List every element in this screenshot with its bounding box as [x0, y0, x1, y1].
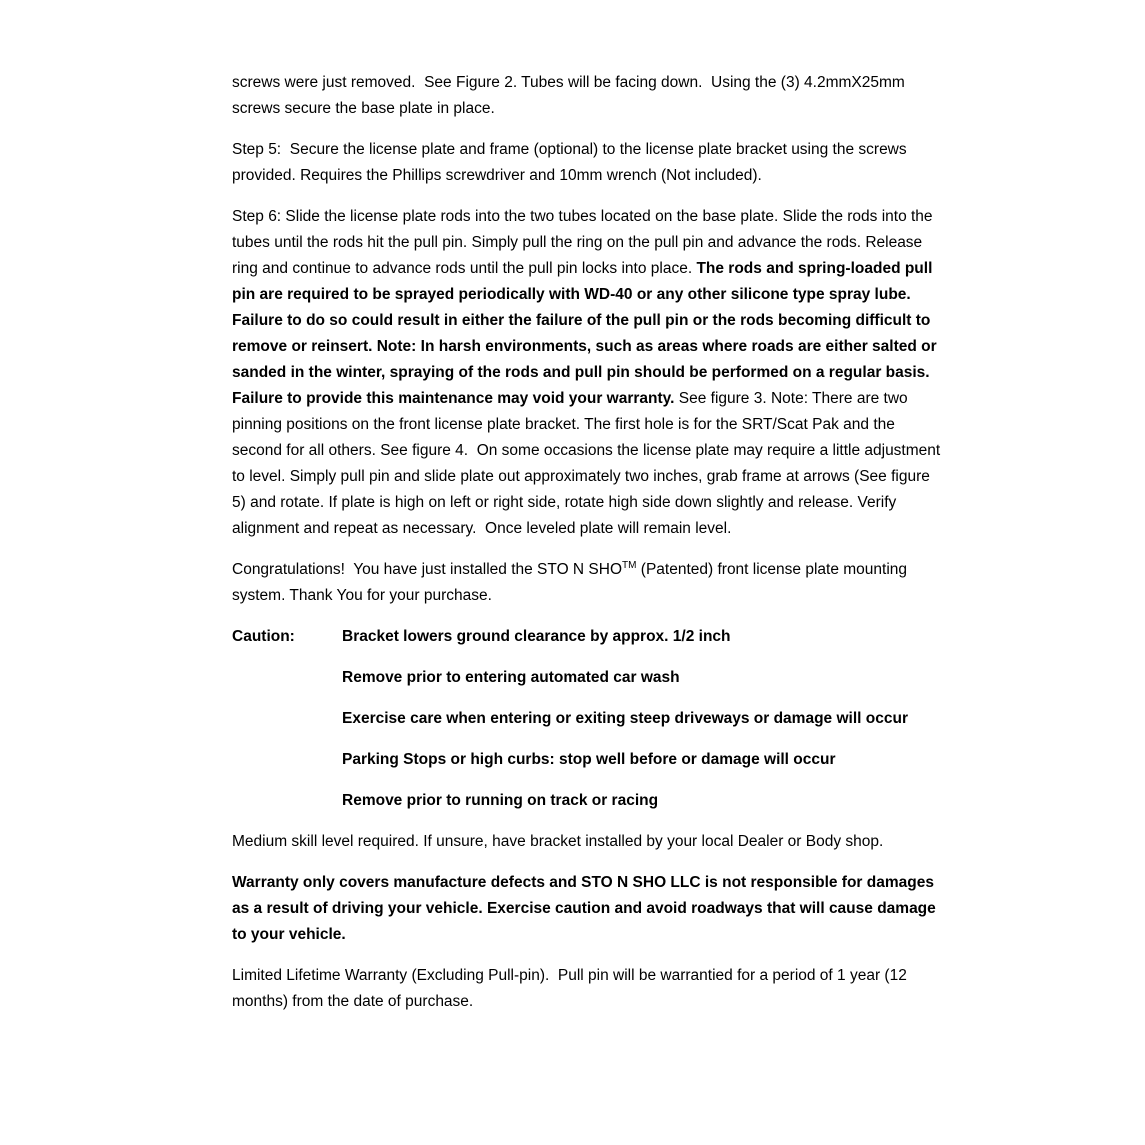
- paragraph-caution-row: [232, 624, 946, 650]
- caution-item-parking-stops: [342, 747, 946, 773]
- step5-text: Step 5: Secure the license plate and frame (optional) to the license plate bracket using the screws provided. Requires the Phillips screwdriver and 10mm wrench (Not included).: [232, 141, 911, 184]
- caution-item-ground-clearance: Bracket lowers ground clearance by approx. 1/2 inch: [342, 628, 731, 645]
- congratulations-text-1: Congratulations! You have just installed the STO N SHO: [232, 561, 623, 578]
- paragraph-limited-warranty: [232, 963, 946, 1015]
- congratulations-text-2: (Patented) front license plate mounting system. Thank You for your purchase.: [232, 561, 912, 604]
- paragraph-congratulations: [232, 557, 946, 609]
- caution-item-text: Remove prior to entering automated car wash: [342, 669, 680, 686]
- step6-text-normal-1: Step 6: Slide the license plate rods into the two tubes located on the base plate. Slide the rods into the tubes until the rods hit the pull pin. Simply pull the ring on the pull pin and advance the rods. Release ring and continue to advance rods until the pull pin locks into place.: [232, 208, 937, 277]
- caution-item-steep-driveways: [342, 706, 946, 732]
- paragraph-step6: [232, 204, 946, 542]
- caution-item-text: Parking Stops or high curbs: stop well before or damage will occur: [342, 751, 836, 768]
- intro-text: screws were just removed. See Figure 2. Tubes will be facing down. Using the (3) 4.2mmX25mm screws secure the base plate in place.: [232, 74, 910, 117]
- step6-text-normal-2: See figure 3. Note: There are two pinning positions on the front license plate bracket. The first hole is for the SRT/Scat Pak and the second for all others. See figure 4. On some occasions the license plate may require a little adjustment to level. Simply pull pin and slide plate out approximately two inches, grab frame at arrows (See figure 5) and rotate. If plate is high on left or right side, rotate high side down slightly and release. Verify alignment and repeat as necessary. Once leveled plate will remain level.: [232, 390, 945, 537]
- page-content: [232, 70, 946, 1030]
- paragraph-step5: [232, 137, 946, 189]
- warranty-disclaimer-text: Warranty only covers manufacture defects and STO N SHO LLC is not responsible for damages as a result of driving your vehicle. Exercise caution and avoid roadways that will cause damage to your vehicle.: [232, 874, 941, 943]
- paragraph-warranty-disclaimer: [232, 870, 946, 948]
- limited-warranty-text: Limited Lifetime Warranty (Excluding Pull-pin). Pull pin will be warrantied for a period of 1 year (12 months) from the date of purchase.: [232, 967, 912, 1010]
- caution-item-car-wash: [342, 665, 946, 691]
- paragraph-intro-continuation: [232, 70, 946, 122]
- step6-text-bold-maintenance-warning: The rods and spring-loaded pull pin are required to be sprayed periodically with WD-40 or any other silicone type spray lube. Failure to do so could result in either the failure of the pull pin or the rods becoming difficult to remove or reinsert. Note: In harsh environments, such as areas where roads are either salted or sanded in the winter, spraying of the rods and pull pin should be performed on a regular basis. Failure to provide this maintenance may void your warranty.: [232, 260, 941, 407]
- paragraph-skill-note: [232, 829, 946, 855]
- caution-item-track-racing: [342, 788, 946, 814]
- caution-item-text: Exercise care when entering or exiting steep driveways or damage will occur: [342, 710, 908, 727]
- caution-label: Caution:: [232, 628, 295, 645]
- skill-note-text: Medium skill level required. If unsure, have bracket installed by your local Dealer or Body shop.: [232, 833, 884, 850]
- trademark-superscript: TM: [622, 559, 637, 571]
- caution-item-text: Remove prior to running on track or racing: [342, 792, 659, 809]
